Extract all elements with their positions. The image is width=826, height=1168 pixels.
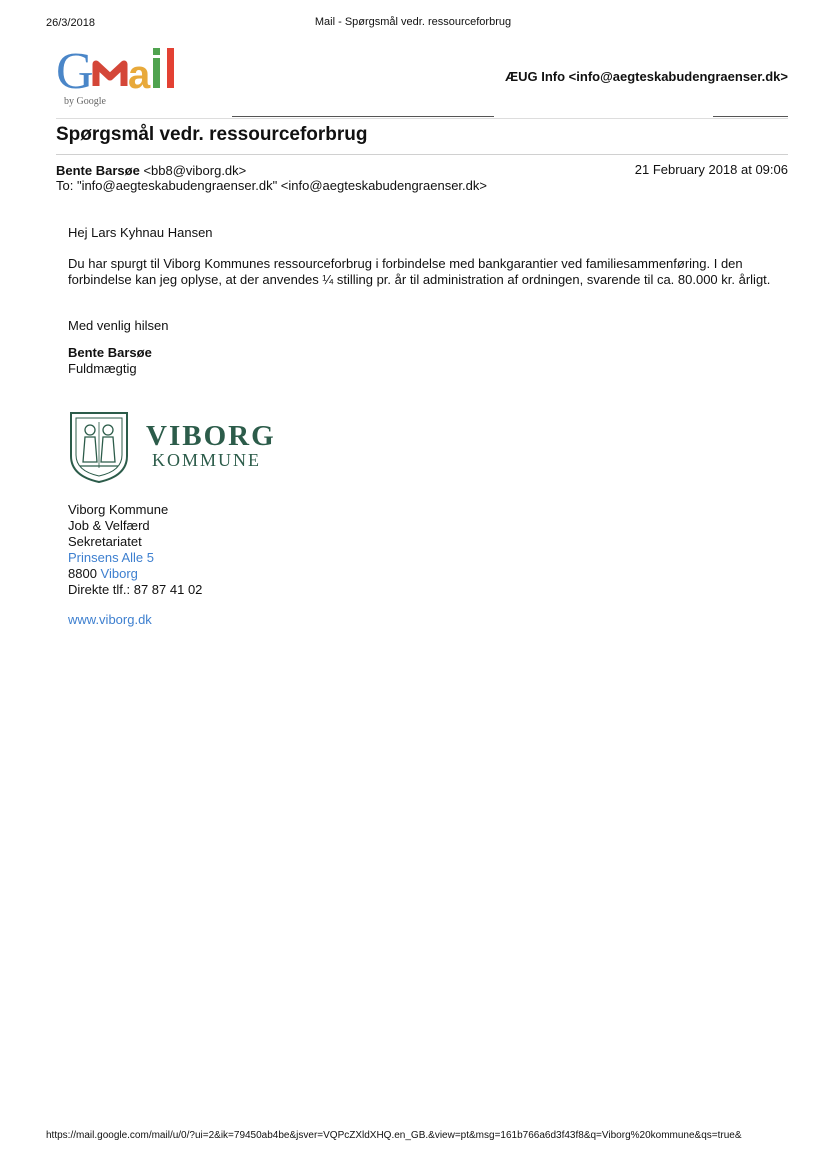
address-unit: Sekretariatet	[68, 534, 142, 549]
viborg-seal-icon	[68, 410, 130, 484]
print-page-title: Mail - Spørgsmål vedr. ressourceforbrug	[314, 16, 512, 28]
greeting: Hej Lars Kyhnau Hansen	[68, 225, 213, 240]
signature-name: Bente Barsøe	[68, 345, 152, 360]
email-body	[68, 225, 780, 377]
address-street-link[interactable]: Prinsens Alle 5	[68, 550, 154, 565]
address-dept: Job & Velfærd	[68, 518, 150, 533]
email-recipient: To: "info@aegteskabudengraenser.dk" <info@aegteskabudengraenser.dk>	[56, 178, 487, 193]
address-city-link[interactable]: Viborg	[100, 566, 138, 581]
divider	[713, 116, 788, 117]
kommune-wordmark: KOMMUNE	[152, 450, 262, 470]
website-link[interactable]: www.viborg.dk	[68, 612, 152, 627]
sender-email: <bb8@viborg.dk>	[143, 163, 247, 178]
print-date: 26/3/2018	[46, 17, 95, 29]
closing: Med venlig hilsen	[68, 318, 169, 333]
body-paragraph: Du har spurgt til Viborg Kommunes ressourceforbrug i forbindelse med bankgarantier ved familiesammenføring. I den forbindelse kan jeg oplyse, at der anvendes ¼ stilling pr. år til administration af ordningen, svarende til ca. 80.000 kr. årligt.	[68, 256, 771, 287]
print-footer-url: https://mail.google.com/mail/u/0/?ui=2&ik=79450ab4be&jsver=VQPcZXldXHQ.en_GB.&view=pt&msg=161b766a6d3f43f8&q=Viborg%20kommune&qs=true&	[46, 1130, 742, 1141]
account-identity: ÆUG Info <info@aegteskabudengraenser.dk>	[505, 69, 788, 84]
address-org: Viborg Kommune	[68, 502, 169, 517]
address-postcode: 8800	[68, 566, 97, 581]
svg-text:G: G	[56, 44, 94, 100]
divider	[56, 154, 788, 155]
address-block	[68, 502, 202, 598]
viborg-wordmark: VIBORG	[146, 420, 276, 452]
divider	[56, 118, 788, 119]
divider	[232, 116, 494, 117]
signature-title: Fuldmægtig	[68, 361, 137, 376]
sender-name: Bente Barsøe	[56, 163, 140, 178]
address-city-line	[68, 566, 202, 582]
svg-text:by Google: by Google	[64, 96, 106, 107]
svg-text:a: a	[128, 53, 151, 97]
gmail-logo	[56, 44, 196, 108]
email-from	[56, 163, 246, 178]
address-phone: Direkte tlf.: 87 87 41 02	[68, 582, 203, 597]
email-date: 21 February 2018 at 09:06	[634, 162, 788, 177]
email-subject: Spørgsmål vedr. ressourceforbrug	[56, 124, 368, 145]
